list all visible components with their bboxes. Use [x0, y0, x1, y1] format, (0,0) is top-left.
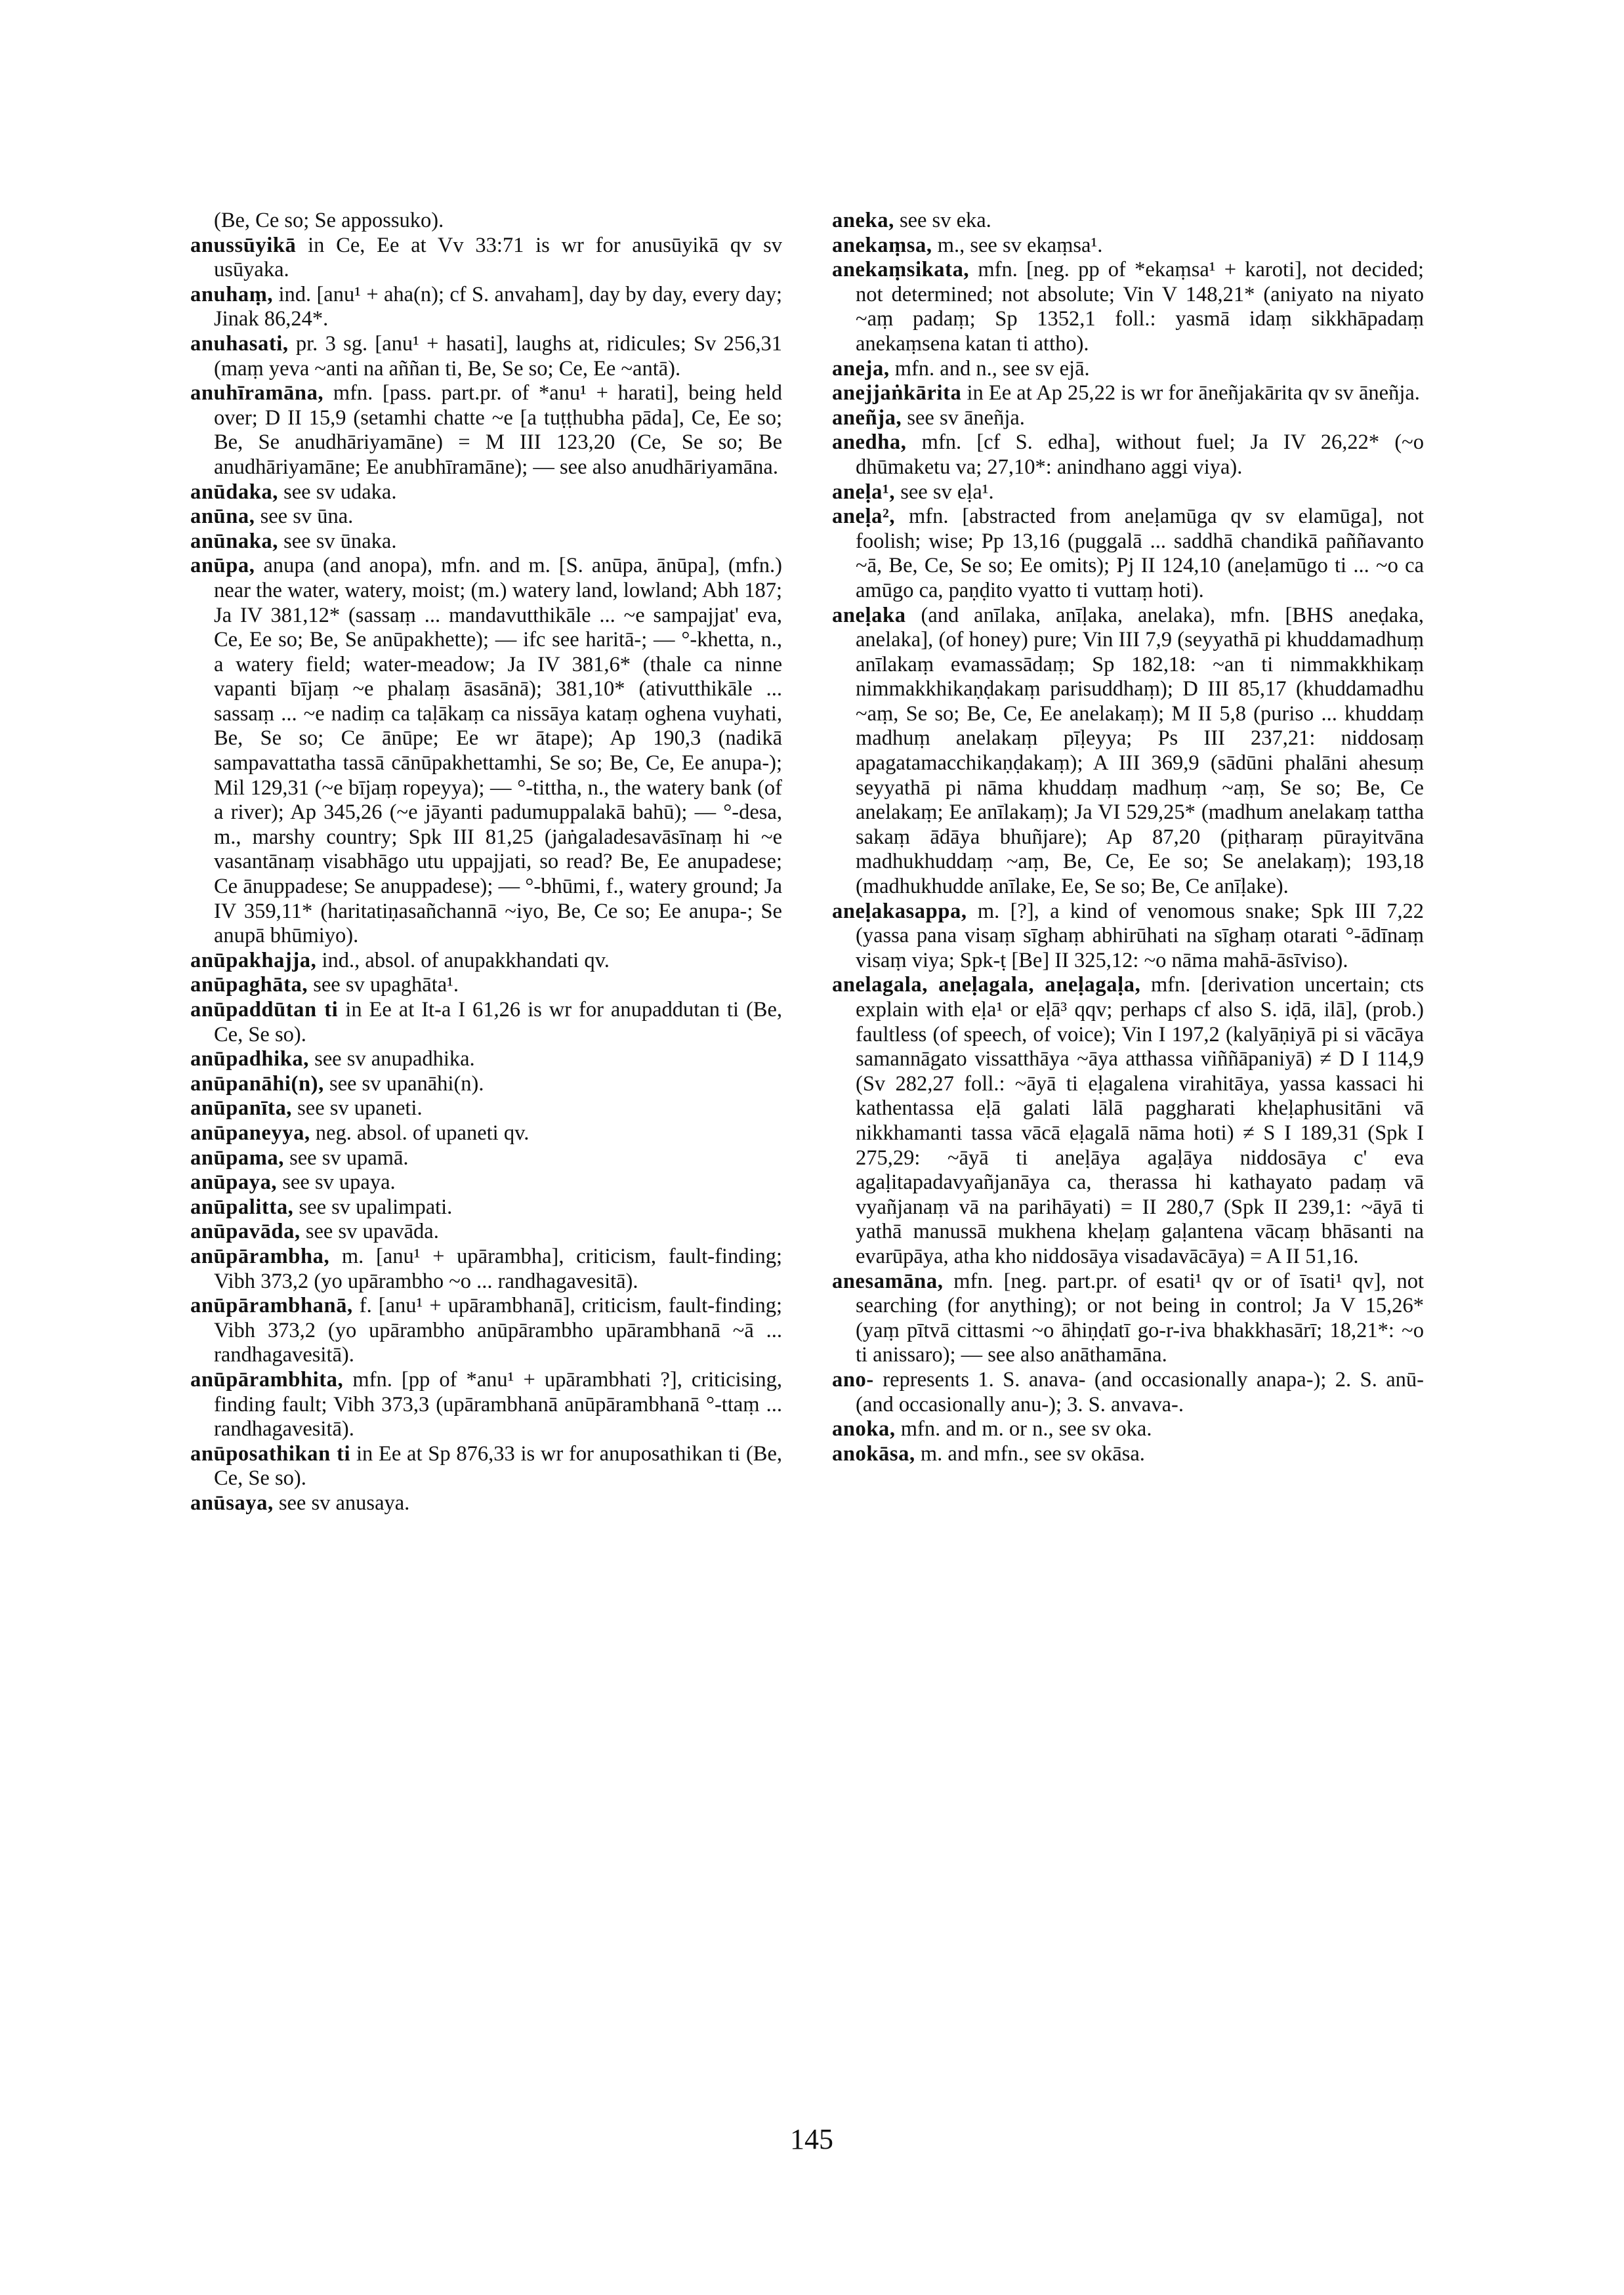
entry-body: see sv upaneti. — [297, 1096, 423, 1121]
entry-headword: anūpanāhi(n), — [190, 1071, 324, 1096]
entry-headword: anūpaghāta, — [190, 973, 308, 997]
entry-body: (Be, Ce so; Se appossuko). — [214, 209, 444, 232]
entry-body: in Ee at It-a I 61,26 is wr for anupaddutan ti (Be, Ce, Se so). — [214, 998, 783, 1046]
dictionary-entry — [190, 1245, 782, 1294]
entry-headword: anūpama, — [190, 1146, 284, 1170]
dictionary-entry — [190, 949, 782, 974]
dictionary-entry — [832, 1442, 1424, 1467]
dictionary-entry — [190, 1195, 782, 1220]
entry-body: in Ee at Ap 25,22 is wr for āneñjakārita qv sv āneñja. — [967, 381, 1420, 405]
entry-body: mfn. [cf S. edha], without fuel; Ja IV 26,22* (~o dhūmaketu va; 27,10*: anindhano aggi viya). — [856, 430, 1424, 479]
entry-headword: aneka, — [832, 209, 894, 232]
entry-headword: anūpakhajja, — [190, 948, 317, 972]
entry-headword: ano- — [832, 1367, 874, 1392]
entry-body: in Ce, Ee at Vv 33:71 is wr for anusūyikā qv sv usūyaka. — [214, 233, 782, 282]
entry-body: mfn. [neg. pp of *ekaṃsa¹ + karoti], not decided; not determined; not absolute; Vin V 148,21* (aniyato na niyato ~aṃ padaṃ; Sp 1352,1 foll.: yasmā idaṃ sikkhāpadaṃ anekaṃsena katan ti attho). — [856, 258, 1424, 356]
entry-headword: anoka, — [832, 1417, 896, 1441]
dictionary-entry — [190, 1491, 782, 1516]
entry-body: m. [?], a kind of venomous snake; Spk III 7,22 (yassa pana visaṃ sīghaṃ abhirūhati na sīghaṃ otarati °-ādīnaṃ visaṃ viya; Spk-ṭ [Be] II 325,12: ~o nāma mahā-āsīviso). — [856, 899, 1425, 972]
entry-body: ind. [anu¹ + aha(n); cf S. anvaham], day by day, every day; Jinak 86,24*. — [214, 282, 783, 331]
entry-headword: anuhaṃ, — [190, 282, 274, 306]
dictionary-entry — [832, 209, 1424, 234]
entry-headword: anūnaka, — [190, 529, 278, 553]
entry-body: see sv upamā. — [289, 1146, 409, 1170]
entry-headword: anūpārambhanā, — [190, 1294, 353, 1318]
dictionary-entry — [832, 357, 1424, 382]
entry-body: (and anīlaka, anīḷaka, anelaka), mfn. [BHS aneḍaka, anelaka], (of honey) pure; Vin III 7,9 (seyyathā pi khuddamadhuṃ anīlakaṃ evamassādaṃ; Sp 182,18: ~an ti nimmakkhikaṃ nimmakkhikaṇḍakaṃ parisuddhaṃ); D III 85,17 (khuddamadhu ~aṃ, Se so; Be, Ce, Ee anelakaṃ); M II 5,8 (puriso ... khuddaṃ madhuṃ anelakaṃ pīḷeyya; Ps III 237,21: niddosaṃ apagatamacchikaṇḍakaṃ); A III 369,9 (sādūni phalāni ahesuṃ seyyathā pi nāma khuddaṃ madhuṃ ~aṃ, Se so; Be, Ce anelakaṃ; Ee anīlakaṃ); Ja VI 529,25* (madhum anelakaṃ tattha sakaṃ ādāya bhuñjare); Ap 87,20 (piṭharaṃ pūrayitvāna madhukhuddaṃ ~aṃ, Be, Ce, Ee so; Se anelakaṃ); 193,18 (madhukhudde anīlake, Ee, Se so; Be, Ce anīḷake). — [856, 603, 1424, 899]
dictionary-entry — [190, 234, 782, 283]
entry-body: mfn. [neg. part.pr. of esati¹ qv or of īsati¹ qv], not searching (for anything); or not being in control; Ja V 15,26* (yaṃ pītvā cittasmi ~o āhiṇḍatī go-r-iva bhakkhasārī; 18,21*: ~o ti anissaro); — see also anāthamāna. — [856, 1269, 1424, 1367]
entry-headword: aneḷakasappa, — [832, 899, 967, 923]
dictionary-entry — [190, 1072, 782, 1097]
entry-headword: anejjaṅkārita — [832, 381, 962, 405]
entry-body: m. [anu¹ + upārambha], criticism, fault-finding; Vibh 373,2 (yo upārambho ~o ... randhagavesitā). — [214, 1244, 782, 1293]
entry-body: see sv anusaya. — [278, 1491, 410, 1515]
entry-body: pr. 3 sg. [anu¹ + hasati], laughs at, ridicules; Sv 256,31 (maṃ yeva ~anti na aññan ti, Be, Se so; Ce, Ee ~antā). — [214, 331, 782, 381]
dictionary-entry — [832, 406, 1424, 431]
entry-headword: anelagala, aneḷagala, aneḷagaḷa, — [832, 973, 1141, 997]
dictionary-entry — [832, 430, 1424, 480]
entry-headword: anūpaya, — [190, 1170, 278, 1195]
entry-headword: anuhīramāna, — [190, 381, 324, 405]
page-number: 145 — [790, 2123, 833, 2155]
entry-body: mfn. and n., see sv ejā. — [894, 356, 1090, 381]
dictionary-entry — [832, 899, 1424, 974]
entry-headword: anūdaka, — [190, 480, 278, 504]
entry-headword: anūpadhika, — [190, 1047, 309, 1071]
entry-body: see sv upaghāta¹. — [313, 973, 459, 997]
entry-headword: anedha, — [832, 430, 907, 455]
entry-body: mfn. [abstracted from aneḷamūga qv sv elamūga], not foolish; wise; Pp 13,16 (puggalā ... saddhā chandikā paññavanto ~ā, Be, Ce, Se so; Ee omits); Pj II 124,10 (aneḷamūgo ti ... ~o ca amūgo ca, paṇḍito vyatto ti vuttaṃ hoti). — [856, 505, 1424, 602]
entry-headword: anuhasati, — [190, 331, 289, 356]
dictionary-entry — [832, 1368, 1424, 1417]
dictionary-entry — [190, 209, 782, 234]
dictionary-entry — [190, 529, 782, 554]
entry-headword: anekaṃsa, — [832, 233, 932, 257]
entry-body: see sv upanāhi(n). — [329, 1071, 484, 1096]
dictionary-entry — [832, 480, 1424, 505]
entry-body: see sv udaka. — [283, 480, 397, 504]
dictionary-entry — [190, 1170, 782, 1195]
dictionary-entry — [832, 973, 1424, 1269]
entry-headword: anūpārambha, — [190, 1244, 330, 1268]
entry-body: see sv ūnaka. — [283, 529, 397, 553]
dictionary-entry — [832, 1417, 1424, 1442]
entry-headword: anūpaddūtan ti — [190, 998, 339, 1022]
dictionary-entry — [190, 973, 782, 998]
entry-body: neg. absol. of upaneti qv. — [315, 1121, 530, 1145]
dictionary-entry — [190, 998, 782, 1047]
entry-headword: anūpa, — [190, 554, 255, 578]
dictionary-entry — [832, 234, 1424, 258]
right-column — [832, 209, 1424, 1466]
dictionary-entry — [832, 1270, 1424, 1368]
entry-body: see sv eḷa¹. — [900, 480, 994, 504]
entry-headword: anūna, — [190, 505, 255, 529]
dictionary-entry — [190, 554, 782, 949]
entry-body: m., see sv ekaṃsa¹. — [937, 233, 1103, 257]
dictionary-entry — [190, 381, 782, 480]
dictionary-entry — [190, 1368, 782, 1442]
entry-headword: aneḷaka — [832, 603, 906, 627]
entry-body: see sv upaya. — [282, 1170, 396, 1195]
entry-headword: anussūyikā — [190, 233, 297, 257]
entry-body: see sv upalimpati. — [299, 1195, 453, 1219]
dictionary-entry — [190, 1047, 782, 1072]
entry-headword: aneñja, — [832, 405, 902, 430]
entry-body: see sv ūna. — [260, 505, 354, 529]
entry-headword: anekaṃsikata, — [832, 258, 970, 282]
entry-body: mfn. [pp of *anu¹ + upārambhati ?], criticising, finding fault; Vibh 373,3 (upārambhanā anūpārambhanā °-ttaṃ ... randhagavesitā). — [214, 1367, 782, 1441]
dictionary-entry — [832, 505, 1424, 603]
entry-body: in Ee at Sp 876,33 is wr for anuposathikan ti (Be, Ce, Se so). — [214, 1441, 782, 1491]
entry-body: see sv eka. — [899, 209, 991, 232]
entry-headword: anūsaya, — [190, 1491, 274, 1515]
dictionary-entry — [190, 1096, 782, 1121]
entry-body: anupa (and anopa), mfn. and m. [S. anūpa, ānūpa], (mfn.) near the water, watery, moist; (m.) watery land, lowland; Abh 187; Ja IV 381,12* (sassaṃ ... mandavutthikāle ... ~e sampajjat' eva, Ce, Ee so; Be, Se anūpakhette); — ifc see haritā-; — °-khetta, n., a watery field; water-meadow; Ja IV 381,6* (thale ca ninne vapanti bījaṃ ~e phalaṃ āsasānā); 381,10* (ativutthikāle ... sassaṃ ... ~e nadiṃ ca taḷākaṃ ca nissāya kataṃ oghena vuyhati, Be, Se so; Ce ānūpe; Ee wr ātape); Ap 190,3 (nadikā sampavattatha tassā cānūpakhettamhi, Se so; Be, Ce, Ee anupa-); Mil 129,31 (~e bījaṃ ropeyya); — °-tittha, n., the watery bank (of a river); Ap 345,26 (~e jāyanti padumuppalakā bahū); — °-desa, m., marshy country; Spk III 81,25 (jaṅgaladesavāsīnaṃ hi ~e vasantānaṃ visabhāgo utu uppajjati, so read? Be, Ee anupadese; Ce ānuppadese; Se anuppadese); — °-bhūmi, f., watery ground; Ja IV 359,11* (haritatiṇasañchannā ~iyo, Be, Ce so; Ee anupa-; Se anupā bhūmiyo). — [214, 554, 783, 948]
dictionary-entry — [190, 332, 782, 381]
entry-body: see sv āneñja. — [907, 405, 1025, 430]
entry-headword: anūpalitta, — [190, 1195, 294, 1219]
dictionary-entry — [190, 1220, 782, 1245]
entry-headword: anokāsa, — [832, 1441, 915, 1466]
dictionary-entry — [190, 505, 782, 529]
entry-headword: anūpavāda, — [190, 1220, 301, 1244]
entry-headword: anūpaneyya, — [190, 1121, 310, 1145]
left-column — [190, 209, 782, 1516]
dictionary-entry — [832, 381, 1424, 406]
entry-body: represents 1. S. anava- (and occasionally anapa-); 2. S. anū- (and occasionally anu-); 3. S. anvava-. — [856, 1367, 1424, 1416]
entry-body: see sv upavāda. — [305, 1220, 439, 1244]
dictionary-entry — [832, 604, 1424, 899]
entry-body: ind., absol. of anupakkhandati qv. — [322, 948, 610, 972]
entry-headword: anesamāna, — [832, 1269, 944, 1293]
entry-headword: aneḷa¹, — [832, 480, 896, 504]
dictionary-entry — [832, 258, 1424, 356]
entry-body: mfn. [pass. part.pr. of *anu¹ + harati], being held over; D II 15,9 (setamhi chatte ~e [a tuṭṭhubha pāda], Ce, Ee so; Be, Se anudhāriyamāne) = M III 123,20 (Ce, Se so; Be anudhāriyamāne; Ee anubhīramāne); — see also anudhāriyamāna. — [214, 381, 782, 479]
dictionary-entry — [190, 283, 782, 332]
dictionary-entry — [190, 480, 782, 505]
entry-body: m. and mfn., see sv okāsa. — [920, 1441, 1145, 1466]
dictionary-entry — [190, 1294, 782, 1368]
entry-headword: anūpanīta, — [190, 1096, 293, 1121]
dictionary-entry — [190, 1121, 782, 1146]
entry-headword: aneja, — [832, 356, 890, 381]
entry-headword: anūposathikan ti — [190, 1441, 351, 1466]
dictionary-entry — [190, 1146, 782, 1171]
entry-headword: anūpārambhita, — [190, 1367, 344, 1392]
dictionary-entry — [190, 1442, 782, 1491]
entry-body: mfn. and m. or n., see sv oka. — [900, 1417, 1152, 1441]
entry-body: f. [anu¹ + upārambhanā], criticism, fault-finding; Vibh 373,2 (yo upārambho anūpārambho upārambhanā ~ā ... randhagavesitā). — [214, 1294, 782, 1367]
entry-headword: aneḷa², — [832, 505, 896, 529]
entry-body: see sv anupadhika. — [314, 1047, 475, 1071]
entry-body: mfn. [derivation uncertain; cts explain with eḷa¹ or eḷā³ qqv; perhaps cf also S. iḍā, ilā], (prob.) faultless (of speech, of voice); Vin I 197,2 (kalyāṇiyā pi si vācāya samannāgato vissatthāya ~āya atthassa viññāpaniyā) ≠ D I 114,9 (Sv 282,27 foll.: ~āyā ti eḷagalena virahitāya, yassa kassaci hi kathentassa eḷā galati lālā paggharati kheḷaphusitāni vā nikkhamanti tassa vācā eḷagalā nāma hoti) ≠ S I 189,31 (Spk I 275,29: ~āyā ti aneḷāya agaḷāya niddosāya c' eva agaḷitapadavyañjanāya ca, therassa hi kathayato padaṃ vā vyañjanaṃ vā na parihāyati) = II 280,7 (Spk II 239,1: ~āyā ti yathā manussā mukhena kheḷaṃ gaḷantena vācaṃ bhāsanti na evarūpāya, atha kho niddosāya visadavācāya) = A II 51,16. — [856, 973, 1424, 1268]
